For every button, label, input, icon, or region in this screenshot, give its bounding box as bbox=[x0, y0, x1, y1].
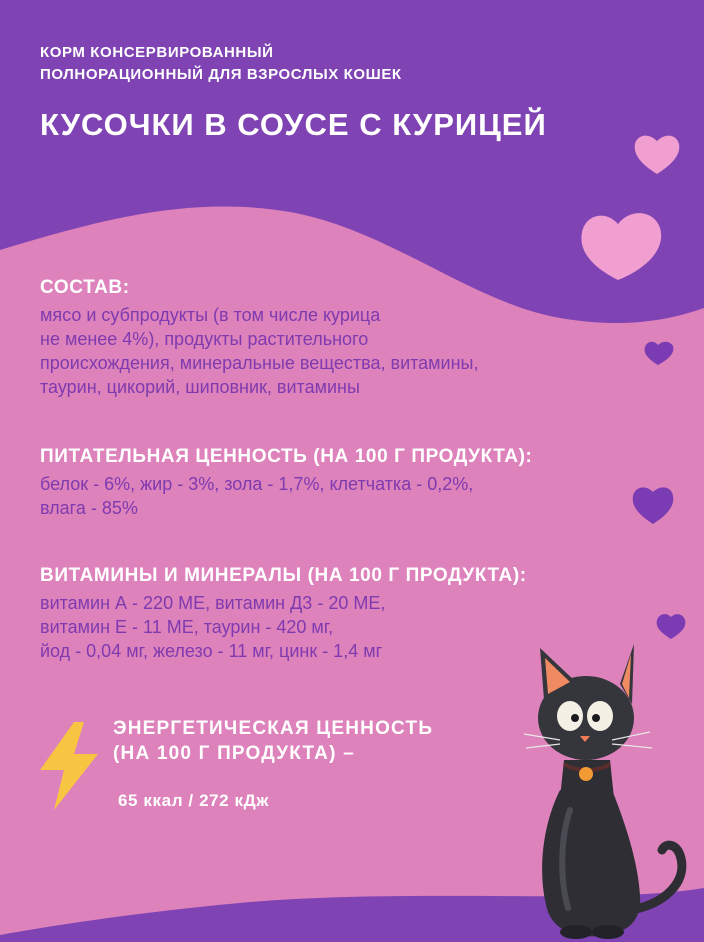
composition-text bbox=[40, 303, 479, 399]
subtitle-line: ПОЛНОРАЦИОННЫЙ ДЛЯ ВЗРОСЛЫХ КОШЕК bbox=[40, 66, 402, 83]
nutrition-line: влага - 85% bbox=[40, 498, 138, 518]
nutrition-section bbox=[40, 445, 532, 520]
composition-line: не менее 4%), продукты растительного bbox=[40, 329, 369, 349]
vitamins-text bbox=[40, 591, 527, 663]
lightning-icon bbox=[38, 722, 100, 810]
vitamins-line: йод - 0,04 мг, железо - 11 мг, цинк - 1,4 мг bbox=[40, 641, 383, 661]
energy-heading bbox=[113, 716, 433, 766]
product-title: КУСОЧКИ В СОУСЕ С КУРИЦЕЙ bbox=[40, 107, 547, 142]
heart-icon bbox=[643, 340, 675, 366]
composition-heading: СОСТАВ: bbox=[40, 277, 130, 298]
subtitle-line: КОРМ КОНСЕРВИРОВАННЫЙ bbox=[40, 44, 274, 61]
black-cat-illustration bbox=[520, 640, 700, 940]
heart-icon bbox=[655, 612, 687, 640]
energy-heading-line: (НА 100 Г ПРОДУКТА) – bbox=[113, 743, 355, 764]
heart-icon bbox=[631, 484, 675, 526]
nutrition-text bbox=[40, 472, 532, 520]
composition-line: происхождения, минеральные вещества, витамины, bbox=[40, 353, 479, 373]
vitamins-section bbox=[40, 564, 527, 663]
nutrition-heading: ПИТАТЕЛЬНАЯ ЦЕННОСТЬ (НА 100 Г ПРОДУКТА): bbox=[40, 446, 533, 467]
heart-icon bbox=[633, 132, 681, 176]
composition-line: таурин, цикорий, шиповник, витамины bbox=[40, 377, 360, 397]
product-subtitle bbox=[40, 42, 402, 86]
vitamins-line: витамин Е - 11 МЕ, таурин - 420 мг, bbox=[40, 617, 334, 637]
vitamins-heading: ВИТАМИНЫ И МИНЕРАЛЫ (НА 100 Г ПРОДУКТА): bbox=[40, 565, 527, 586]
vitamins-line: витамин А - 220 МЕ, витамин Д3 - 20 МЕ, bbox=[40, 593, 386, 613]
energy-value: 65 ккал / 272 кДж bbox=[118, 791, 270, 810]
energy-heading-line: ЭНЕРГЕТИЧЕСКАЯ ЦЕННОСТЬ bbox=[113, 718, 434, 739]
heart-icon bbox=[578, 208, 664, 282]
composition-line: мясо и субпродукты (в том числе курица bbox=[40, 305, 381, 325]
composition-section bbox=[40, 276, 479, 399]
nutrition-line: белок - 6%, жир - 3%, зола - 1,7%, клетчатка - 0,2%, bbox=[40, 474, 474, 494]
